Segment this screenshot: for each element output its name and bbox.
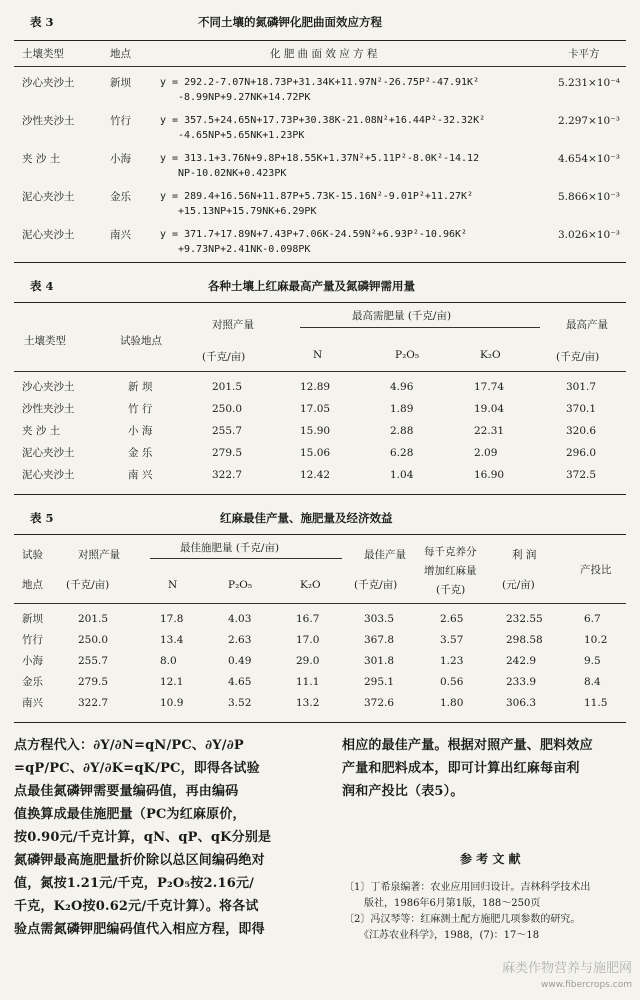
table5-cell-p: 2.63	[228, 634, 252, 646]
table4-cell-ck: 322.7	[212, 469, 243, 481]
table3-cell-chi: 3.026×10⁻³	[558, 229, 620, 241]
table5-header-best: 最佳产量	[364, 549, 406, 561]
table5-cell-ratio: 8.4	[584, 676, 601, 688]
table3-cell-equation: y = 289.4+16.56N+11.87P+5.73K-15.16N²-9.01P²+11.27K²	[160, 191, 474, 202]
table5-cell-profit: 232.55	[506, 613, 543, 625]
table5-cell-k: 11.1	[296, 676, 320, 688]
table5-cell-best: 367.8	[364, 634, 395, 646]
table4-cell-n: 17.05	[300, 403, 331, 415]
table3-cell-site: 新坝	[110, 77, 131, 89]
body-line: =qP/PC、∂Y/∂K=qK/PC，即得各试验	[14, 761, 260, 776]
table5-cell-profit: 298.58	[506, 634, 543, 646]
table5-cell-site: 南兴	[22, 697, 43, 709]
table3-header-chi: 卡平方	[568, 48, 600, 60]
table5-header-inc3: (千克)	[436, 584, 466, 596]
table3-top-rule	[14, 40, 626, 41]
table5-title: 红麻最佳产量、施肥量及经济效益	[220, 511, 393, 525]
table4-cell-ck: 255.7	[212, 425, 243, 437]
table3-cell-equation: y = 371.7+17.89N+7.43P+7.06K-24.59N²+6.93P²-10.96K²	[160, 229, 468, 240]
table5-header-ck-unit: (千克/亩)	[66, 579, 110, 591]
table4-cell-n: 12.42	[300, 469, 331, 481]
table4-cell-max: 370.1	[566, 403, 597, 415]
body-line: 产量和肥料成本，即可计算出红麻每亩利	[342, 761, 580, 776]
table3-cell-equation: y = 313.1+3.76N+9.8P+18.55K+1.37N²+5.11P²-8.0K²-14.12	[160, 153, 480, 164]
table5-cell-site: 新坝	[22, 613, 43, 625]
table4-cell-site: 新 坝	[128, 381, 153, 393]
table5-cell-p: 0.49	[228, 655, 252, 667]
table3-cell-soil: 沙性夹沙土	[22, 115, 75, 127]
table5-cell-inc: 1.23	[440, 655, 464, 667]
table5-cell-inc: 0.56	[440, 676, 464, 688]
table5-cell-n: 12.1	[160, 676, 184, 688]
table5-cell-inc: 3.57	[440, 634, 464, 646]
table5-cell-ck: 279.5	[78, 676, 109, 688]
table4-cell-max: 372.5	[566, 469, 597, 481]
table3-cell-site: 南兴	[110, 229, 131, 241]
body-line: 千克，K₂O按0.62元/千克计算）。将各试	[14, 899, 259, 914]
table5-group-rule	[150, 558, 342, 559]
table4-cell-k: 17.74	[474, 381, 505, 393]
table5-header-inc1: 每千克养分	[424, 546, 477, 558]
table4-top-rule	[14, 302, 626, 303]
table3-header-eq: 化 肥 曲 面 效 应 方 程	[270, 48, 378, 60]
table5-header-n: N	[168, 579, 178, 591]
table3-cell-equation-cont: -4.65NP+5.65NK+1.23PK	[178, 130, 305, 141]
watermark-url: www.fibercrops.com	[541, 980, 632, 990]
body-line: 值，氮按1.21元/千克，P₂O₅按2.16元/	[14, 876, 255, 891]
table4-header-site: 试验地点	[120, 335, 162, 347]
body-text-right	[342, 734, 593, 803]
table3-cell-equation: y = 357.5+24.65N+17.73P+30.38K-21.08N²+16.44P²-32.32K²	[160, 115, 486, 126]
table4-header-group: 最高需肥量 (千克/亩)	[352, 310, 452, 322]
table5-header-group: 最佳施肥量 (千克/亩)	[180, 542, 280, 554]
reference-line: 版社，1986年6月第1版，188～250页	[344, 898, 541, 909]
table4-cell-p: 2.88	[390, 425, 414, 437]
table5-header-site2: 地点	[22, 579, 43, 591]
table5-cell-p: 4.65	[228, 676, 252, 688]
table4-cell-max: 320.6	[566, 425, 597, 437]
table5-cell-ratio: 10.2	[584, 634, 608, 646]
watermark-site-name: 麻类作物营养与施肥网	[501, 961, 632, 976]
table5-cell-inc: 2.65	[440, 613, 464, 625]
table5-cell-ck: 255.7	[78, 655, 109, 667]
table5-header-best-unit: (千克/亩)	[354, 579, 398, 591]
table3-cell-chi: 5.231×10⁻⁴	[558, 77, 620, 89]
table4-header-k: K₂O	[480, 349, 501, 361]
table3-header-soil: 土壤类型	[22, 48, 64, 60]
table5-cell-n: 13.4	[160, 634, 184, 646]
reference-line: 〔1〕丁希泉编著：农业应用回归设计。吉林科学技术出	[344, 882, 591, 893]
table4-group-rule	[300, 327, 540, 328]
body-line: 氮磷钾最高施肥量折价除以总区间编码绝对	[14, 853, 265, 868]
table5-cell-p: 3.52	[228, 697, 252, 709]
table3-cell-chi: 5.866×10⁻³	[558, 191, 620, 203]
table4-cell-soil: 夹 沙 土	[22, 425, 61, 437]
reference-line: 〔2〕冯汉琴等：红麻测土配方施肥几项参数的研究。	[344, 914, 581, 925]
table5-cell-best: 303.5	[364, 613, 395, 625]
table3-header-rule	[14, 66, 626, 67]
table4-header-ck: 对照产量	[212, 319, 254, 331]
table5-header-profit: 利 润	[512, 549, 537, 561]
table4-cell-n: 12.89	[300, 381, 331, 393]
table4-cell-site: 小 海	[128, 425, 153, 437]
references-list	[344, 880, 590, 944]
table5-cell-k: 16.7	[296, 613, 320, 625]
table3-cell-soil: 泥心夹沙土	[22, 229, 75, 241]
table3-cell-equation-cont: -8.99NP+9.27NK+14.72PK	[178, 92, 311, 103]
table5-number: 表 5	[30, 511, 54, 525]
table5-cell-best: 295.1	[364, 676, 395, 688]
body-line: 验点需氮磷钾肥编码值代入相应方程，即得	[14, 922, 265, 937]
body-line: 按0.90元/千克计算，qN、qP、qK分别是	[14, 830, 272, 845]
table5-cell-ratio: 11.5	[584, 697, 608, 709]
table4-cell-soil: 沙性夹沙土	[22, 403, 75, 415]
table5-cell-n: 17.8	[160, 613, 184, 625]
table3-cell-equation-cont: +15.13NP+15.79NK+6.29PK	[178, 206, 317, 217]
table5-header-inc2: 增加红麻量	[424, 565, 477, 577]
table5-cell-k: 17.0	[296, 634, 320, 646]
table4-header-max: 最高产量	[566, 319, 608, 331]
table5-cell-profit: 306.3	[506, 697, 537, 709]
table4-cell-k: 2.09	[474, 447, 498, 459]
body-text-left	[14, 734, 271, 941]
table5-cell-site: 竹行	[22, 634, 43, 646]
table5-top-rule	[14, 534, 626, 535]
table4-cell-n: 15.06	[300, 447, 331, 459]
table4-header-n: N	[313, 349, 323, 361]
table5-cell-k: 13.2	[296, 697, 320, 709]
table4-cell-p: 1.04	[390, 469, 414, 481]
table5-bottom-rule	[14, 722, 626, 723]
table4-cell-ck: 250.0	[212, 403, 243, 415]
table3-cell-soil: 泥心夹沙土	[22, 191, 75, 203]
table4-cell-soil: 泥心夹沙土	[22, 447, 75, 459]
table5-header-k: K₂O	[300, 579, 321, 591]
table5-cell-inc: 1.80	[440, 697, 464, 709]
table5-cell-site: 金乐	[22, 676, 43, 688]
table3-cell-site: 小海	[110, 153, 131, 165]
table4-header-p: P₂O₅	[395, 349, 420, 361]
table3-cell-equation: y = 292.2-7.07N+18.73P+31.34K+11.97N²-26.75P²-47.91K²	[160, 77, 480, 88]
table3-cell-chi: 4.654×10⁻³	[558, 153, 620, 165]
table4-cell-site: 竹 行	[128, 403, 153, 415]
table5-header-site1: 试验	[22, 549, 43, 561]
table4-cell-site: 南 兴	[128, 469, 153, 481]
table5-cell-profit: 233.9	[506, 676, 537, 688]
table4-header-rule	[14, 371, 626, 372]
table4-header-max-unit: (千克/亩)	[556, 351, 600, 363]
table4-header-ck-unit: (千克/亩)	[202, 351, 246, 363]
table4-cell-soil: 泥心夹沙土	[22, 469, 75, 481]
table5-cell-k: 29.0	[296, 655, 320, 667]
table3-cell-chi: 2.297×10⁻³	[558, 115, 620, 127]
table4-bottom-rule	[14, 494, 626, 495]
table5-header-p: P₂O₅	[228, 579, 253, 591]
body-line: 值换算成最佳施肥量（PC为红麻原价，	[14, 807, 246, 822]
table4-cell-ck: 279.5	[212, 447, 243, 459]
body-line: 点最佳氮磷钾需要量编码值，再由编码	[14, 784, 239, 799]
table4-cell-p: 1.89	[390, 403, 414, 415]
table5-cell-profit: 242.9	[506, 655, 537, 667]
table5-cell-best: 372.6	[364, 697, 395, 709]
table4-cell-soil: 沙心夹沙土	[22, 381, 75, 393]
table5-header-ratio: 产投比	[580, 564, 612, 576]
table3-title: 不同土壤的氮磷钾化肥曲面效应方程	[198, 15, 382, 29]
table4-cell-site: 金 乐	[128, 447, 153, 459]
table4-cell-k: 19.04	[474, 403, 505, 415]
table3-cell-site: 金乐	[110, 191, 131, 203]
table3-cell-equation-cont: NP-10.02NK+0.423PK	[178, 168, 287, 179]
table4-cell-max: 301.7	[566, 381, 597, 393]
table5-cell-ck: 201.5	[78, 613, 109, 625]
body-line: 点方程代入：∂Y/∂N=qN/PC、∂Y/∂P	[14, 738, 244, 753]
table5-cell-ck: 322.7	[78, 697, 109, 709]
table3-cell-soil: 沙心夹沙土	[22, 77, 75, 89]
table4-cell-max: 296.0	[566, 447, 597, 459]
body-line: 相应的最佳产量。根据对照产量、肥料效应	[342, 738, 593, 753]
table5-cell-ck: 250.0	[78, 634, 109, 646]
table4-cell-k: 22.31	[474, 425, 505, 437]
table4-cell-p: 4.96	[390, 381, 414, 393]
table5-header-profit-unit: (元/亩)	[502, 579, 535, 591]
table5-cell-best: 301.8	[364, 655, 395, 667]
table3-cell-equation-cont: +9.73NP+2.41NK-0.098PK	[178, 244, 311, 255]
table4-cell-k: 16.90	[474, 469, 505, 481]
table3-cell-soil: 夹 沙 土	[22, 153, 61, 165]
reference-line: 《江苏农业科学》，1988，(7)：17～18	[344, 930, 540, 941]
table4-header-soil: 土壤类型	[24, 335, 66, 347]
table5-cell-site: 小海	[22, 655, 43, 667]
table5-header-ck: 对照产量	[78, 549, 120, 561]
table5-header-rule	[14, 603, 626, 604]
table4-number: 表 4	[30, 279, 54, 293]
table5-cell-n: 8.0	[160, 655, 177, 667]
table3-bottom-rule	[14, 262, 626, 263]
table4-cell-n: 15.90	[300, 425, 331, 437]
table5-cell-n: 10.9	[160, 697, 184, 709]
body-line: 润和产投比（表5）。	[342, 784, 464, 799]
table5-cell-ratio: 9.5	[584, 655, 601, 667]
table3-header-site: 地点	[110, 48, 131, 60]
table5-cell-p: 4.03	[228, 613, 252, 625]
table5-cell-ratio: 6.7	[584, 613, 601, 625]
table4-cell-p: 6.28	[390, 447, 414, 459]
table3-number: 表 3	[30, 15, 54, 29]
table4-title: 各种土壤上红麻最高产量及氮磷钾需用量	[208, 279, 415, 293]
table4-cell-ck: 201.5	[212, 381, 243, 393]
references-heading: 参 考 文 献	[460, 852, 521, 866]
table3-cell-site: 竹行	[110, 115, 131, 127]
